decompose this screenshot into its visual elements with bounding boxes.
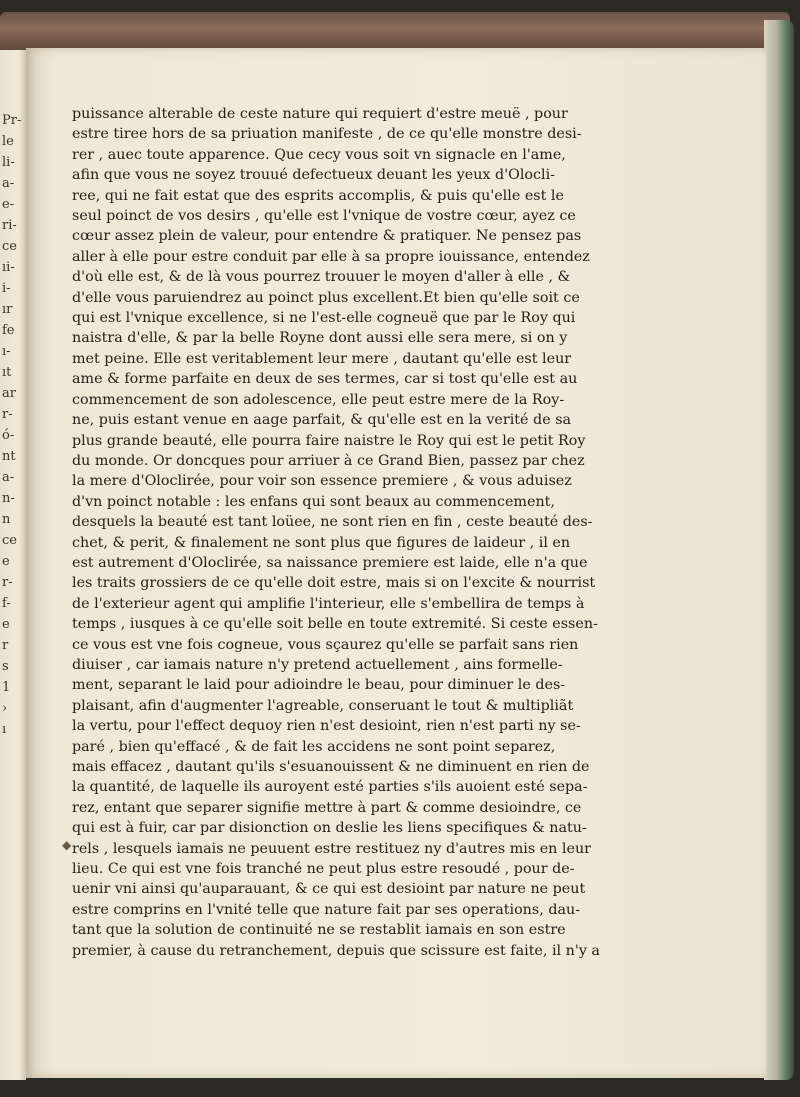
- facing-page-fragment: a-: [2, 470, 15, 485]
- book-top-edge: [0, 12, 790, 52]
- text-line: tant que la solution de continuité ne se restablit iamais en son estre: [72, 922, 566, 939]
- text-line: rez, entant que separer signifie mettre à part & comme desioindre, ce: [72, 799, 582, 816]
- text-line: uenir vni ainsi qu'auparauant, & ce qui est desioint par nature ne peut: [72, 881, 586, 898]
- text-line: d'elle vous paruiendrez au poinct plus excellent.Et bien qu'elle soit ce: [72, 289, 580, 306]
- text-line: qui est à fuir, car par disionction on deslie les liens specifiques & natu-: [72, 820, 587, 837]
- text-line: ce vous est vne fois cogneue, vous sçaurez qu'elle se parfait sans rien: [72, 636, 579, 653]
- text-line: mais effacez , dautant qu'ils s'esuanouissent & ne diminuent en rien de: [72, 759, 590, 775]
- facing-page-fragment: ı-: [2, 344, 11, 359]
- facing-page-fragment: e: [2, 554, 10, 569]
- text-line: estre tiree hors de sa priuation manifeste , de ce qu'elle monstre desi-: [72, 126, 582, 143]
- text-line: chet, & perit, & finalement ne sont plus que figures de laideur , il en: [72, 534, 571, 551]
- text-line: ment, separant le laid pour adioindre le beau, pour diminuer le des-: [72, 677, 566, 694]
- text-line: commencement de son adolescence, elle peut estre mere de la Roy-: [72, 391, 565, 408]
- text-line: rels , lesquels iamais ne peuuent estre restituez ny d'autres mis en leur: [72, 840, 592, 857]
- text-line: afin que vous ne soyez trouué defectueux deuant les yeux d'Olocli-: [72, 167, 556, 184]
- facing-page-fragment: ri-: [2, 218, 17, 233]
- facing-page-fragment: ó-: [2, 428, 15, 443]
- text-line: les traits grossiers de ce qu'elle doit estre, mais si on l'excite & nourrist: [72, 575, 596, 592]
- text-line: plus grande beauté, elle pourra faire naistre le Roy qui est le petit Roy: [72, 432, 586, 449]
- facing-page-fragment: ı: [2, 722, 7, 737]
- text-line: desquels la beauté est tant loüee, ne sont rien en fin , ceste beauté des-: [72, 514, 593, 531]
- facing-page-fragment: ır: [2, 302, 13, 317]
- text-line: plaisant, afin d'augmenter l'agreable, conseruant le tout & multipliãt: [72, 697, 574, 714]
- facing-page-fragment: 1: [2, 680, 11, 695]
- facing-page-fragment: i-: [2, 281, 11, 296]
- facing-page-fragment: ar: [2, 386, 16, 401]
- text-line: qui est l'vnique excellence, si ne l'est-elle cogneuë que par le Roy qui: [72, 310, 576, 327]
- facing-page-fragment: f-: [2, 596, 11, 611]
- facing-page-fragment: r-: [2, 407, 13, 422]
- facing-page-fragment: ›: [2, 701, 8, 716]
- text-line: de l'exterieur agent qui amplifie l'interieur, elle s'embellira de temps à: [72, 595, 585, 612]
- facing-page-fragment: e: [2, 617, 10, 632]
- text-line: premier, à cause du retranchement, depuis que scissure est faite, il n'y a: [72, 942, 600, 959]
- text-line: temps , iusques à ce qu'elle soit belle en toute extremité. Si ceste essen-: [72, 616, 598, 633]
- text-line: est autrement d'Oloclirée, sa naissance premiere est laide, elle n'a que: [72, 554, 588, 571]
- page-body-text: [72, 104, 600, 961]
- text-line: estre comprins en l'vnité telle que nature fait par ses operations, dau-: [72, 901, 581, 918]
- facing-page-fragment: n-: [2, 491, 15, 506]
- text-line: du monde. Or doncques pour arriuer à ce Grand Bien, passez par chez: [72, 452, 585, 469]
- facing-page-fragment: Pr-: [2, 113, 22, 128]
- facing-page-fragment: r-: [2, 575, 13, 590]
- text-line: la mere d'Oloclirée, pour voir son essence premiere , & vous aduisez: [72, 473, 572, 490]
- text-line: ree, qui ne fait estat que des esprits accomplis, & puis qu'elle est le: [72, 187, 564, 204]
- facing-page-fragment: n: [2, 512, 11, 527]
- text-line: rer , auec toute apparence. Que cecy vous soit vn signacle en l'ame,: [72, 146, 566, 163]
- text-line: seul poinct de vos desirs , qu'elle est l'vnique de vostre cœur, ayez ce: [72, 208, 576, 225]
- text-line: diuiser , car iamais nature n'y pretend actuellement , ains formelle-: [72, 656, 563, 673]
- facing-page-fragment: le: [2, 134, 14, 149]
- facing-page-fragment: ce: [2, 533, 17, 548]
- text-line: cœur assez plein de valeur, pour entendre & pratiquer. Ne pensez pas: [72, 228, 582, 245]
- text-line: naistra d'elle, & par la belle Royne dont aussi elle sera mere, si on y: [72, 330, 568, 347]
- facing-page-fragment: a-: [2, 176, 15, 191]
- text-line: ame & forme parfaite en deux de ses termes, car si tost qu'elle est au: [72, 371, 578, 388]
- facing-page-fragment: s: [2, 659, 9, 674]
- text-line: d'vn poinct notable : les enfans qui sont beaux au commencement,: [72, 493, 555, 510]
- facing-page-fragment: r: [2, 638, 9, 653]
- page-edge-mark: ◆: [62, 838, 72, 852]
- facing-page-fragment: nt: [2, 449, 16, 464]
- text-line: ne, puis estant venue en aage parfait, & qu'elle est en la verité de sa: [72, 412, 572, 429]
- text-line: paré , bien qu'effacé , & de fait les accidens ne sont point separez,: [72, 738, 556, 755]
- facing-page-fragment: li-: [2, 155, 15, 170]
- text-line: met peine. Elle est veritablement leur mere , dautant qu'elle est leur: [72, 350, 572, 367]
- text-line: la quantité, de laquelle ils auroyent esté parties s'ils auoient esté sepa-: [72, 779, 588, 796]
- text-line: puissance alterable de ceste nature qui requiert d'estre meuë , pour: [72, 106, 568, 122]
- facing-page-fragment: ıt: [2, 365, 12, 380]
- facing-page-fragment: ıi-: [2, 260, 15, 275]
- text-line: d'où elle est, & de là vous pourrez trouuer le moyen d'aller à elle , &: [72, 269, 571, 286]
- facing-page-margin: [0, 50, 26, 1080]
- book-right-edge: [764, 20, 794, 1080]
- facing-page-fragment: fe: [2, 323, 15, 338]
- text-line: lieu. Ce qui est vne fois tranché ne peut plus estre resoudé , pour de-: [72, 861, 575, 878]
- facing-page-fragment: ce: [2, 239, 17, 254]
- facing-page-fragment: e-: [2, 197, 15, 212]
- text-line: aller à elle pour estre conduit par elle à sa propre iouissance, entendez: [72, 248, 590, 265]
- text-line: la vertu, pour l'effect dequoy rien n'est desioint, rien n'est parti ny se-: [72, 718, 581, 735]
